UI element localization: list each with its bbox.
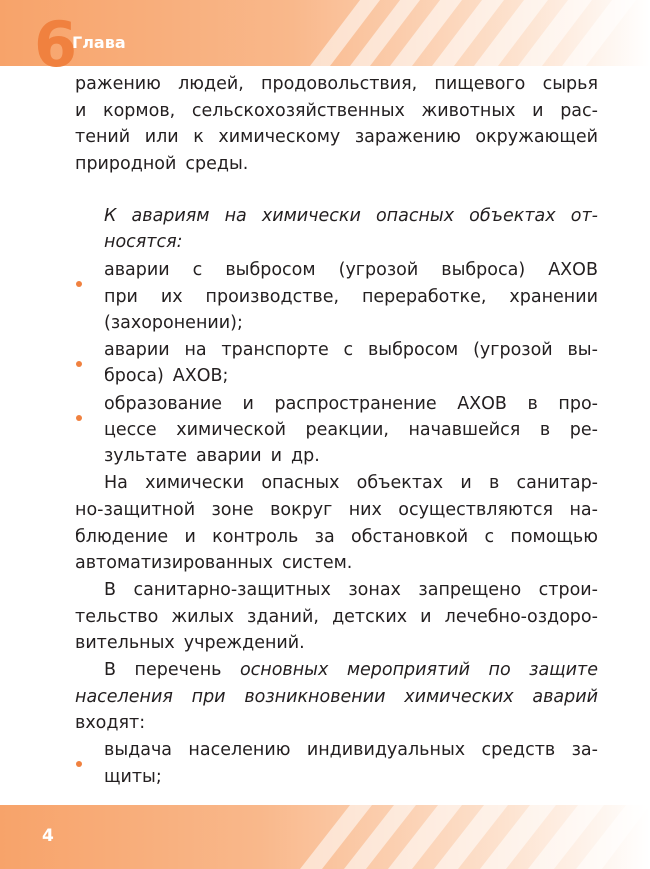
word: (угрозой — [473, 340, 553, 360]
word: людей, — [178, 74, 244, 94]
word: хранении — [509, 287, 598, 307]
word: АХОВ; — [172, 366, 229, 386]
word: зультате — [104, 446, 188, 466]
word: природной — [75, 154, 177, 174]
word: в — [488, 473, 500, 493]
word: тельство — [75, 607, 159, 627]
word: химических — [404, 687, 514, 707]
chapter-number: 6 — [34, 8, 78, 81]
text-line — [75, 523, 598, 551]
word: систем. — [282, 553, 353, 573]
text-line — [75, 123, 598, 151]
word: лечебно-оздоро- — [444, 607, 598, 627]
word: и — [242, 394, 254, 414]
word: жилых — [171, 607, 234, 627]
word: носятся: — [104, 232, 183, 252]
word: щиты; — [104, 767, 162, 787]
text-line — [104, 736, 598, 764]
word: К — [104, 206, 117, 226]
page-footer-band — [0, 805, 650, 869]
word: детских — [332, 607, 408, 627]
text-line — [75, 629, 314, 657]
word: возникновении — [244, 687, 386, 707]
text-line — [104, 228, 192, 256]
word: аварии — [104, 260, 170, 280]
word: цессе — [104, 420, 157, 440]
word: На — [104, 473, 128, 493]
word: по — [488, 660, 511, 680]
bullet-marker — [76, 361, 82, 367]
word: выброса) — [441, 260, 526, 280]
word: на- — [569, 500, 598, 520]
word: индивидуальных — [306, 740, 466, 760]
footer-stripes — [0, 805, 650, 869]
word: АХОВ — [457, 394, 507, 414]
text-line — [104, 309, 252, 337]
word: них — [348, 500, 382, 520]
word: среды. — [185, 154, 249, 174]
word: опасных — [261, 473, 340, 493]
word: к — [193, 127, 204, 147]
word: сырья — [542, 74, 598, 94]
word: авариям — [131, 206, 210, 226]
text-line — [104, 202, 598, 230]
text-line — [104, 256, 598, 284]
word: (захоронении); — [104, 313, 243, 333]
chapter-label: Глава — [72, 33, 126, 52]
word: средств — [481, 740, 556, 760]
word: при — [191, 687, 226, 707]
word: и — [420, 607, 432, 627]
word: и — [75, 101, 87, 121]
word: на — [224, 206, 247, 226]
word: аварии — [196, 446, 262, 466]
word: аварии — [104, 340, 170, 360]
text-line — [104, 336, 598, 364]
bullet-marker — [76, 281, 82, 287]
word: от- — [570, 206, 598, 226]
word: учреждений. — [183, 633, 305, 653]
text-line — [75, 97, 598, 125]
word: вокруг — [270, 500, 333, 520]
word: но-защитной — [75, 500, 196, 520]
word: ре- — [569, 420, 598, 440]
word: в — [527, 394, 538, 414]
page-number: 4 — [42, 826, 54, 846]
word: выбросом — [367, 340, 459, 360]
word: пищевого — [434, 74, 526, 94]
word: животных — [421, 101, 516, 121]
word: с — [484, 527, 495, 547]
text-line — [104, 362, 237, 390]
word: строи- — [538, 580, 598, 600]
bullet-marker — [76, 415, 82, 421]
word: производстве, — [205, 287, 340, 307]
word: химическому — [218, 127, 341, 147]
word: В — [104, 660, 117, 680]
text-line — [104, 416, 598, 444]
text-line — [104, 442, 329, 470]
word: рас- — [560, 101, 598, 121]
text-line — [104, 763, 171, 791]
word: вы- — [567, 340, 598, 360]
word: перечень — [134, 660, 222, 680]
word: и — [184, 527, 196, 547]
text-line — [75, 496, 598, 524]
word: санитар- — [516, 473, 598, 493]
word: сельскохозяйственных — [191, 101, 405, 121]
word: или — [144, 127, 179, 147]
word: и — [270, 446, 283, 466]
word: основных — [239, 660, 329, 680]
word: за — [314, 527, 335, 547]
word: мероприятий — [346, 660, 471, 680]
word: блюдение — [75, 527, 169, 547]
word: зонах — [348, 580, 401, 600]
word: переработке, — [361, 287, 487, 307]
text-line — [104, 656, 598, 684]
word: запрещено — [418, 580, 522, 600]
word: санитарно-защитных — [133, 580, 331, 600]
text-line — [75, 709, 154, 737]
word: (угрозой — [338, 260, 419, 280]
word: автоматизированных — [75, 553, 274, 573]
text-line — [75, 683, 598, 711]
word: и — [532, 101, 544, 121]
word: транспорте — [221, 340, 329, 360]
word: осуществляются — [398, 500, 554, 520]
word: выдача — [104, 740, 173, 760]
word: аварий — [532, 687, 598, 707]
word: про- — [558, 394, 598, 414]
text-line — [104, 283, 598, 311]
word: АХОВ — [548, 260, 598, 280]
word: начавшейся — [408, 420, 521, 440]
word: контроль — [212, 527, 299, 547]
word: ражению — [75, 74, 161, 94]
bullet-marker — [76, 761, 82, 767]
word: и — [460, 473, 472, 493]
word: кормов, — [103, 101, 176, 121]
word: с — [343, 340, 354, 360]
text-line — [104, 469, 598, 497]
text-line — [104, 390, 598, 418]
word: химически — [145, 473, 245, 493]
word: продовольствия, — [261, 74, 418, 94]
word: помощью — [510, 527, 598, 547]
word: за- — [571, 740, 598, 760]
word: зданий, — [247, 607, 319, 627]
word: образование — [104, 394, 222, 414]
word: В — [104, 580, 117, 600]
word: вительных — [75, 633, 175, 653]
word: населения — [75, 687, 173, 707]
word: в — [539, 420, 551, 440]
word: объектах — [356, 473, 444, 493]
word: др. — [291, 446, 320, 466]
word: зоне — [211, 500, 254, 520]
word: с — [192, 260, 203, 280]
text-line — [75, 549, 361, 577]
text-line — [104, 576, 598, 604]
word: броса) — [104, 366, 164, 386]
word: при — [104, 287, 138, 307]
word: заражению — [354, 127, 461, 147]
word: тений — [75, 127, 131, 147]
word: на — [184, 340, 207, 360]
word: химически — [261, 206, 361, 226]
word: реакции, — [305, 420, 389, 440]
word: населению — [188, 740, 291, 760]
word: объектах — [469, 206, 556, 226]
text-line — [75, 150, 257, 178]
text-line — [75, 603, 598, 631]
word: защите — [529, 660, 598, 680]
word: химической — [176, 420, 286, 440]
word: опасных — [375, 206, 455, 226]
word: входят: — [75, 713, 146, 733]
word: выбросом — [225, 260, 316, 280]
word: обстановкой — [351, 527, 469, 547]
word: распространение — [274, 394, 437, 414]
word: окружающей — [475, 127, 598, 147]
text-line — [75, 70, 598, 98]
word: их — [160, 287, 183, 307]
